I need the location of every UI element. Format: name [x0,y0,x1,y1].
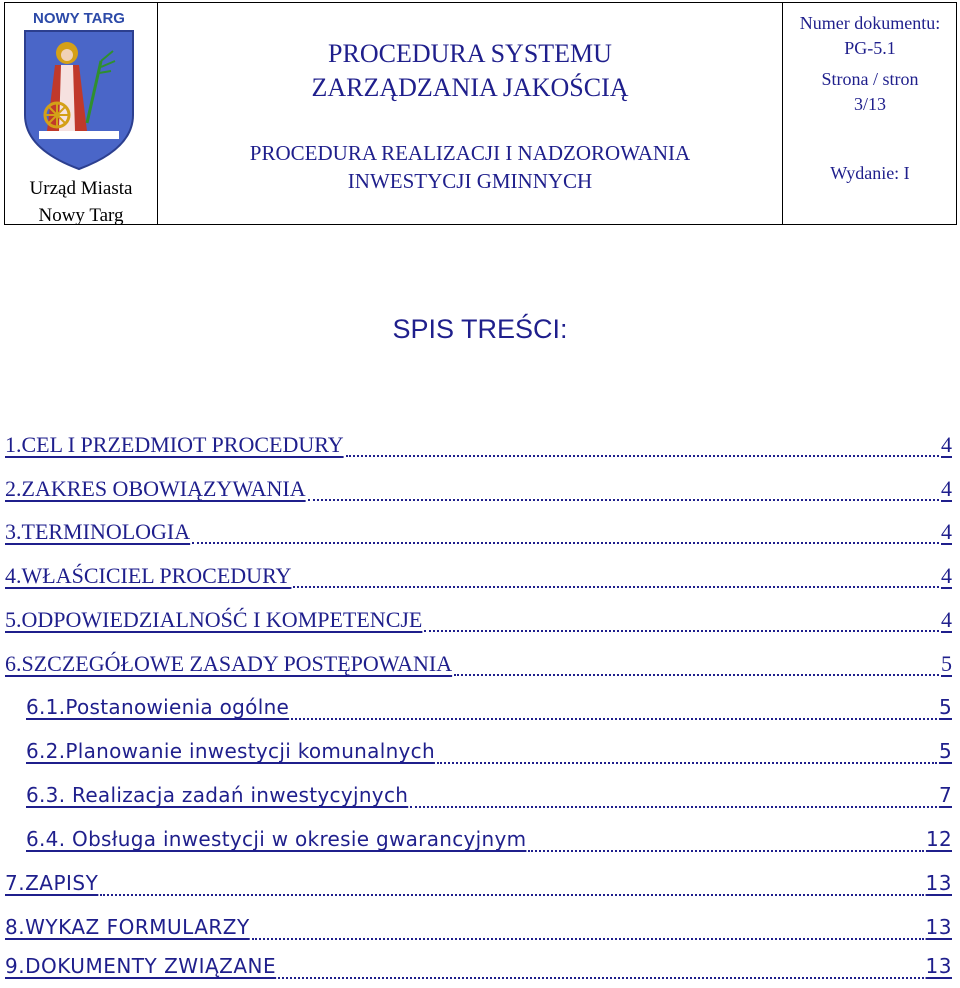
toc-entry-page: 5 [938,739,952,763]
toc-entry-label: 6.3. Realizacja zadań inwestycyjnych [26,783,409,807]
toc-subentry[interactable] [26,739,952,773]
toc-entry-label: 1.CEL I PRZEDMIOT PROCEDURY [5,432,344,457]
toc-entry-page: 7 [938,783,952,807]
page-count-block [783,67,957,117]
toc-entry-page: 13 [925,954,952,978]
meta-cell [783,3,957,224]
toc-entry-label: 8.WYKAZ FORMULARZY [5,915,250,939]
document-number-block [783,11,957,61]
title-cell [158,3,782,224]
toc-leader [410,806,937,808]
toc-subentry[interactable] [26,827,952,861]
toc-entry-label: 3.TERMINOLOGIA [5,519,191,544]
svg-text:NOWY TARG: NOWY TARG [33,10,125,27]
toc-entry-page: 13 [925,915,952,939]
toc-leader [308,499,939,501]
system-title: PROCEDURA SYSTEMU ZARZĄDZANIA JAKOŚCIĄ [311,39,629,102]
toc-entry[interactable] [5,871,952,905]
edition: Wydanie: I [830,163,910,183]
toc-leader [252,938,924,940]
toc-entry-label: 6.4. Obsługa inwestycji w okresie gwarancyjnym [26,827,527,851]
toc-entry-label: 2.ZAKRES OBOWIĄZYWANIA [5,476,306,501]
toc-leader [192,542,939,544]
toc-leader [293,586,939,588]
toc-entry-page: 5 [938,695,952,719]
toc-entry-label: 5.ODPOWIEDZIALNOŚĆ I KOMPETENCJE [5,607,423,632]
toc-leader [528,850,924,852]
page-label: Strona / stron [821,69,919,89]
toc-entry-label: 6.1.Postanowienia ogólne [26,695,290,719]
toc-entry[interactable] [5,651,952,685]
office-name: Urząd Miasta Nowy Targ [29,178,133,226]
toc-entry[interactable] [5,607,952,641]
toc-leader [437,762,937,764]
document-number: PG-5.1 [844,38,896,58]
toc-leader [100,894,923,896]
toc-leader [291,718,937,720]
toc-leader [424,630,939,632]
toc-subentry[interactable] [26,695,952,729]
toc-entry-page: 4 [941,519,952,544]
toc-heading: SPIS TREŚCI: [392,314,568,344]
toc-entry-label: 7.ZAPISY [5,871,99,895]
toc-entry-page: 4 [941,607,952,632]
page-value: 3/13 [853,94,886,114]
toc-entry-label: 9.DOKUMENTY ZWIĄZANE [5,954,277,978]
toc-entry-page: 5 [941,651,952,676]
toc-entry-page: 4 [941,563,952,588]
toc-leader [278,977,923,979]
toc-entry[interactable] [5,476,952,510]
document-number-label: Numer dokumentu: [799,13,941,33]
town-crest-logo [17,3,141,171]
toc-entry-page: 12 [925,827,952,851]
toc-leader [454,674,939,676]
toc-entry-label: 6.SZCZEGÓŁOWE ZASADY POSTĘPOWANIA [5,651,453,676]
toc-subentry[interactable] [26,783,952,817]
toc-entry[interactable] [5,563,952,597]
toc-entry-page: 4 [941,476,952,501]
toc-entry-page: 13 [925,871,952,895]
toc-leader [346,455,939,457]
document-header-table [4,2,957,225]
toc-entry[interactable] [5,915,952,949]
toc-entry[interactable] [5,519,952,553]
toc-entry[interactable] [5,954,952,988]
toc-entry-label: 4.WŁAŚCICIEL PROCEDURY [5,563,292,588]
procedure-title: PROCEDURA REALIZACJI I NADZOROWANIA INWESTYCJI GMINNYCH [249,141,691,193]
toc-entry-label: 6.2.Planowanie inwestycji komunalnych [26,739,435,763]
logo-cell [5,3,157,224]
toc-entry[interactable] [5,432,952,466]
toc-entry-page: 4 [941,432,952,457]
